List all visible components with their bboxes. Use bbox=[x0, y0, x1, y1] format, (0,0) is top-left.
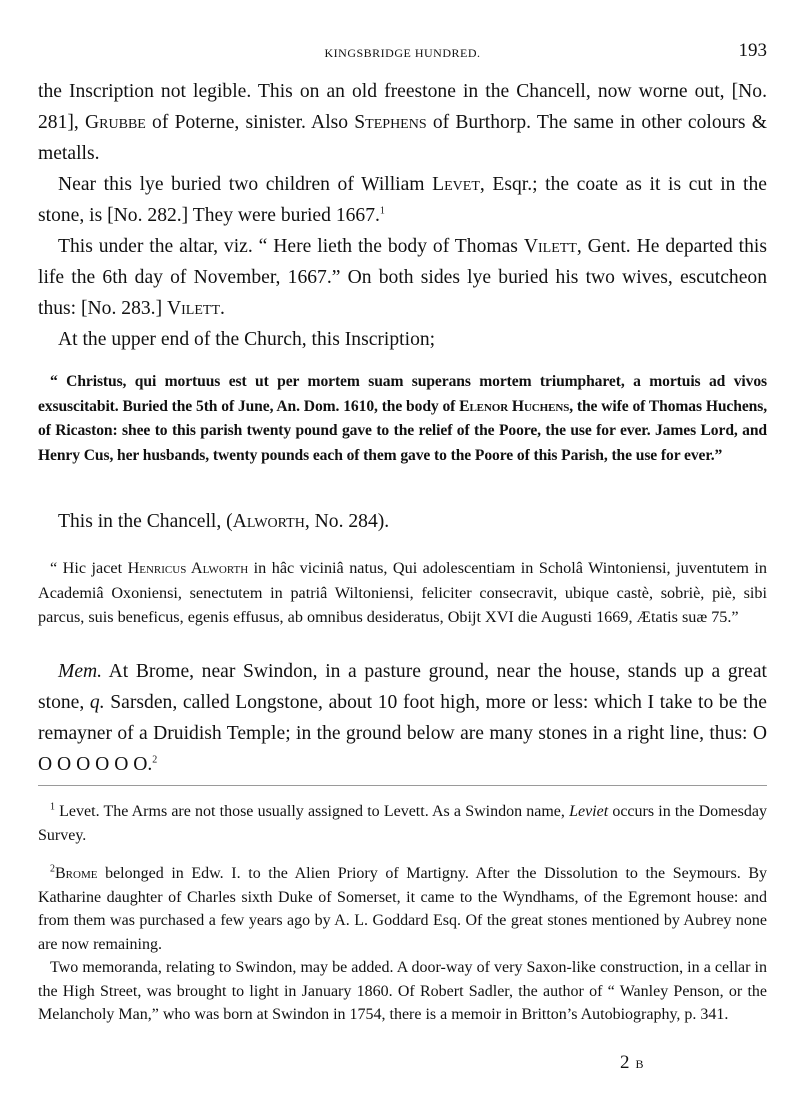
text: At Brome, near Swindon, in a pasture ground, near the house, stands up a great stone, bbox=[38, 661, 767, 713]
name-vilett: Vilett bbox=[167, 298, 221, 319]
paragraph-inscription-not-legible bbox=[38, 76, 767, 169]
page-header bbox=[38, 40, 767, 64]
footnote-marker: 1 bbox=[50, 801, 55, 813]
name-alworth: Alworth bbox=[232, 511, 305, 532]
name-levet: Levet bbox=[432, 174, 480, 195]
text: , the wife of Thomas Huchens, of Ricaston: shee to this parish twenty pound gave to the relief of the Poore, the use for ever. James Lord, and Henry Cus, her husbands, twenty pounds each of them gave to the Poore of this Parish, the use for ever.” bbox=[38, 397, 767, 464]
text: , No. 284). bbox=[304, 511, 390, 532]
text: in hâc viciniâ natus, Qui adolescentiam in Scholâ Wintoniensi, juventutem in Academiâ Oxoniensi, senectutem in patriâ Wiltoniensi, feliciter consecravit, ubique castè, sobriè, piè, sibi parcus, suis beneficus, egenis effusus, ab omnibus desideratus, Obijt XVI die Augusti 1669, Ætatis suæ 75.” bbox=[38, 559, 767, 626]
paragraph-vilett bbox=[38, 231, 767, 324]
footnote-2 bbox=[38, 862, 767, 956]
text: , Gent. He departed this life the 6th day of November, 1667.” On both sides lye buried his two wives, escutcheon thus: [No. 283.] bbox=[38, 236, 767, 319]
text-q: q. bbox=[89, 692, 105, 713]
name-elenor-huchens: Elenor Huchens bbox=[459, 397, 570, 415]
text: . bbox=[220, 298, 225, 319]
footnote-1 bbox=[38, 800, 767, 847]
paragraph-mem-brome bbox=[38, 656, 767, 780]
text: of Burthorp. The same in other colours & metalls. bbox=[38, 112, 767, 164]
name-grubbe: Grubbe bbox=[85, 112, 146, 133]
mem-label: Mem. bbox=[58, 661, 103, 682]
footnote-divider bbox=[38, 785, 767, 786]
text: This under the altar, viz. “ Here lieth the body of Thomas bbox=[58, 236, 524, 257]
paragraph-levet-children bbox=[38, 169, 767, 231]
signature-mark bbox=[620, 1052, 644, 1074]
text: , Esqr.; the coate as it is cut in the stone, is [No. 282.] They were buried 1667. bbox=[38, 174, 767, 226]
running-title: KINGSBRIDGE HUNDRED. bbox=[324, 46, 481, 60]
paragraph-chancell-alworth bbox=[38, 506, 767, 537]
footnote-ref-1[interactable]: 1 bbox=[379, 205, 385, 217]
text: “ Christus, qui mortuus est ut per mortem suam superans mortem triumpharet, a mortuis ad vivos exsuscitabit. Buried the 5th of June, An. Dom. 1610, the body of bbox=[38, 373, 767, 415]
signature-number: 2 bbox=[620, 1052, 630, 1073]
name-vilett: Vilett bbox=[523, 236, 577, 257]
text: belonged in Edw. I. to the Alien Priory of Martigny. After the Dissolution to the Seymours. By Katharine daughter of Charles sixth Duke of Somerset, it came to the Wyndhams, of the Egremont house: and from them was purchased a few years ago by A. L. Goddard Esq. Of the great stones mentioned by Aubrey none are now remaining. bbox=[38, 865, 767, 953]
footnote-memoranda: Two memoranda, relating to Swindon, may be added. A door-way of very Saxon-like construction, in a cellar in the High Street, was brought to light in January 1860. Of Robert Sadler, the author of “ Wanley Penson, or the Melancholy Man,” who was born at Swindon in 1754, there is a memoir in Britton’s Autobiography, p. 341. bbox=[38, 959, 767, 1023]
name-henricus-alworth: Henricus Alworth bbox=[127, 559, 249, 577]
text: Levet. The Arms are not those usually assigned to Levett. As a Swindon name, bbox=[55, 803, 570, 820]
quote-christus bbox=[38, 370, 767, 468]
text: Sarsden, called Longstone, about 10 foot high, more or less: which I take to be the remayner of a Druidish Temple; in the ground below are many stones in a right line, thus: O O O O O O O. bbox=[38, 692, 768, 775]
paragraph-upper-end: At the upper end of the Church, this Inscription; bbox=[58, 329, 436, 350]
text: of Poterne, sinister. Also bbox=[145, 112, 355, 133]
text: “ Hic jacet bbox=[50, 559, 128, 577]
name-brome: Brome bbox=[55, 865, 98, 882]
text: Near this lye buried two children of William bbox=[58, 174, 433, 195]
text: This in the Chancell, ( bbox=[58, 511, 233, 532]
text-leviet: Leviet bbox=[569, 803, 609, 820]
page-number: 193 bbox=[738, 40, 767, 61]
name-stephens: Stephens bbox=[354, 112, 427, 133]
signature-letter: B bbox=[635, 1057, 644, 1071]
quote-hic-jacet bbox=[38, 556, 767, 630]
text: the Inscription not legible. This on an old freestone in the Chancell, now worne out, [No. 281], bbox=[38, 81, 767, 133]
footnote-marker: 2 bbox=[50, 863, 55, 875]
footnote-ref-2[interactable]: 2 bbox=[152, 754, 158, 766]
text: occurs in the Domesday Survey. bbox=[38, 803, 768, 844]
